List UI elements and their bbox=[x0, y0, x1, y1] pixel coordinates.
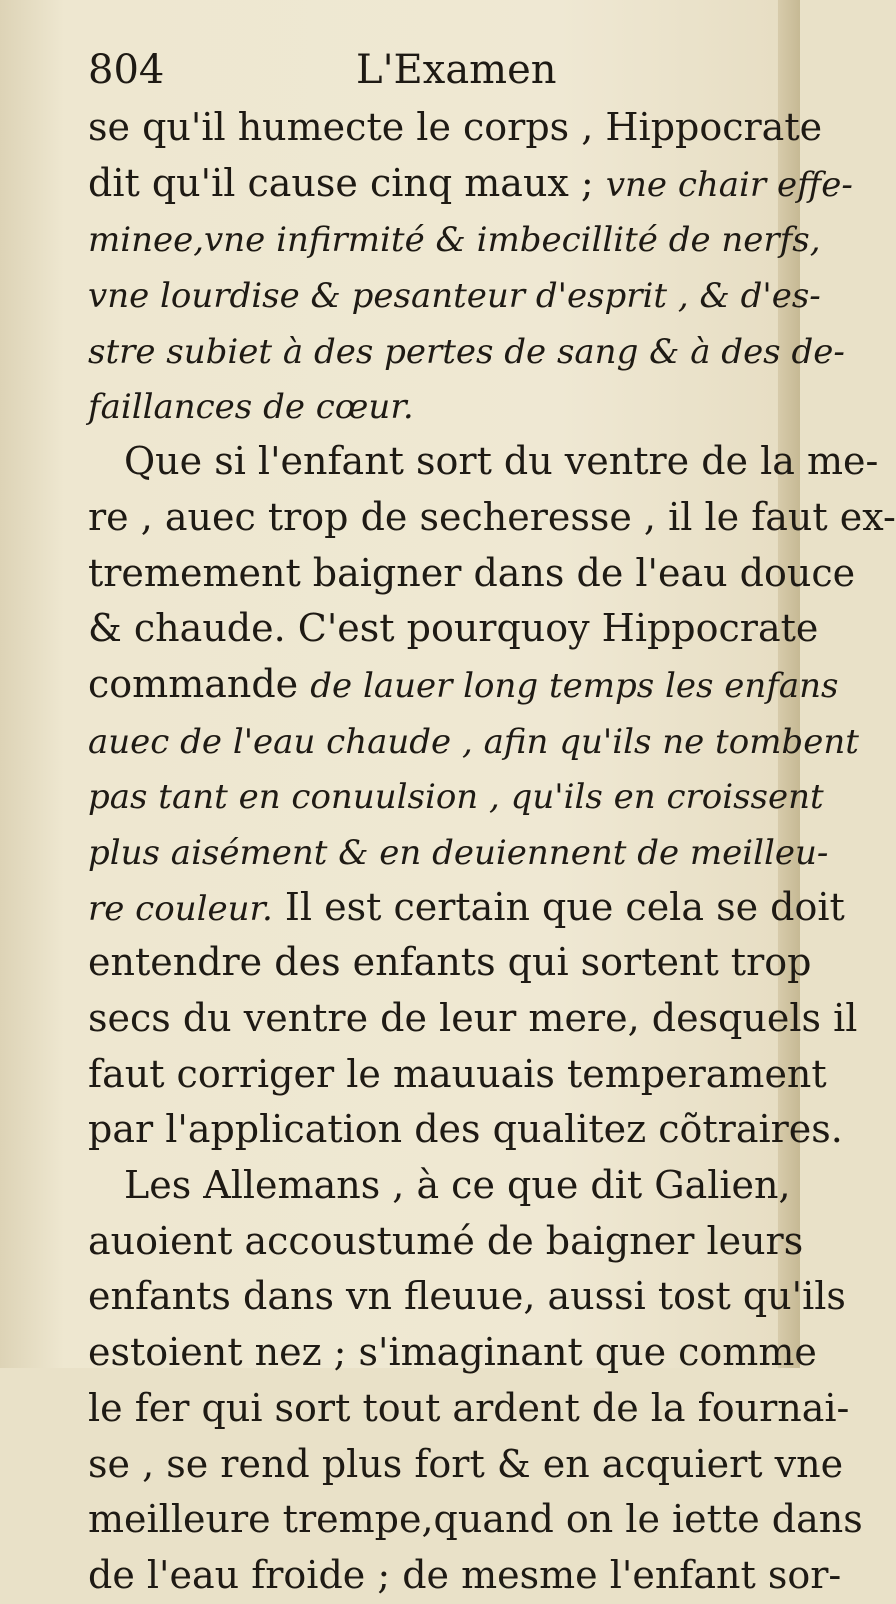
text-line bbox=[88, 824, 829, 880]
italic-segment: vne chair effe- bbox=[605, 164, 853, 205]
text-line bbox=[88, 1437, 844, 1493]
text-line bbox=[88, 1269, 846, 1325]
text-line bbox=[88, 323, 845, 379]
italic-segment: pas tant en conuulsion , qu'ils en croissent bbox=[88, 777, 824, 818]
text-line bbox=[88, 657, 839, 713]
text-line bbox=[88, 100, 823, 156]
text-line bbox=[88, 880, 845, 936]
italic-segment: plus aisément & en deuiennent de meilleu- bbox=[88, 832, 829, 873]
text-segment: re , auec trop de secheresse , il le faut ex- bbox=[88, 494, 896, 539]
italic-segment: vne lourdise & pesanteur d'esprit , & d'es- bbox=[88, 276, 821, 317]
text-line bbox=[88, 1102, 843, 1158]
text-segment: commande bbox=[88, 661, 311, 706]
page-header bbox=[88, 40, 568, 100]
page-number: 804 bbox=[88, 47, 165, 93]
text-segment: auoient accoustumé de baigner leurs bbox=[88, 1218, 804, 1263]
text-segment: par l'application des qualitez cõtraires. bbox=[88, 1107, 843, 1152]
text-segment: de l'eau froide ; de mesme l'enfant sor- bbox=[88, 1552, 842, 1597]
text-line bbox=[88, 1047, 827, 1103]
text-line bbox=[88, 434, 879, 490]
text-segment: secs du ventre de leur mere, desquels il bbox=[88, 996, 858, 1040]
text-segment: Il est certain que cela se doit bbox=[272, 884, 845, 929]
text-line bbox=[88, 546, 856, 602]
running-title: L'Examen bbox=[356, 47, 557, 93]
text-segment: entendre des enfants qui sortent trop bbox=[88, 940, 812, 985]
text-segment: se , se rend plus fort & en acquiert vne bbox=[88, 1441, 844, 1486]
text-segment: & chaude. C'est pourquoy Hippocrate bbox=[88, 606, 819, 651]
text-line bbox=[88, 935, 812, 991]
italic-segment: stre subiet à des pertes de sang & à des de- bbox=[88, 331, 845, 372]
text-segment: faut corriger le mauuais temperament bbox=[88, 1051, 827, 1096]
italic-segment: re couleur. bbox=[88, 888, 273, 929]
text-line bbox=[88, 1548, 842, 1604]
text-line bbox=[88, 267, 821, 323]
text-segment: tremement baigner dans de l'eau douce bbox=[88, 550, 856, 595]
text-segment: Que si l'enfant sort du ventre de la me- bbox=[124, 439, 879, 484]
text-segment: Les Allemans , à ce que dit Galien, bbox=[124, 1163, 791, 1208]
text-line bbox=[88, 1158, 791, 1214]
italic-segment: de lauer long temps les enfans bbox=[310, 665, 839, 706]
text-line bbox=[88, 991, 858, 1047]
body-text bbox=[88, 100, 896, 1604]
text-line bbox=[88, 601, 819, 657]
text-segment: estoient nez ; s'imaginant que comme bbox=[88, 1330, 817, 1375]
text-segment: dit qu'il cause cinq maux ; bbox=[88, 160, 606, 205]
text-line bbox=[88, 378, 778, 434]
italic-segment: minee,vne infirmité & imbecillité de nerfs, bbox=[88, 220, 821, 261]
text-line bbox=[88, 1492, 863, 1548]
text-segment: meilleure trempe,quand on le iette dans bbox=[88, 1497, 863, 1542]
text-line bbox=[88, 1381, 850, 1437]
text-line bbox=[88, 211, 821, 267]
text-line bbox=[88, 1214, 804, 1270]
text-line bbox=[88, 490, 896, 546]
text-line bbox=[88, 768, 824, 824]
text-line bbox=[88, 713, 859, 769]
italic-segment: faillances de cœur. bbox=[88, 387, 414, 428]
italic-segment: auec de l'eau chaude , afin qu'ils ne tombent bbox=[88, 721, 859, 762]
text-segment: se qu'il humecte le corps , Hippocrate bbox=[88, 105, 823, 149]
text-segment: enfants dans vn fleuue, aussi tost qu'ils bbox=[88, 1274, 846, 1319]
text-segment: le fer qui sort tout ardent de la fournai- bbox=[88, 1385, 850, 1430]
text-line bbox=[88, 156, 853, 212]
text-line bbox=[88, 1325, 817, 1381]
